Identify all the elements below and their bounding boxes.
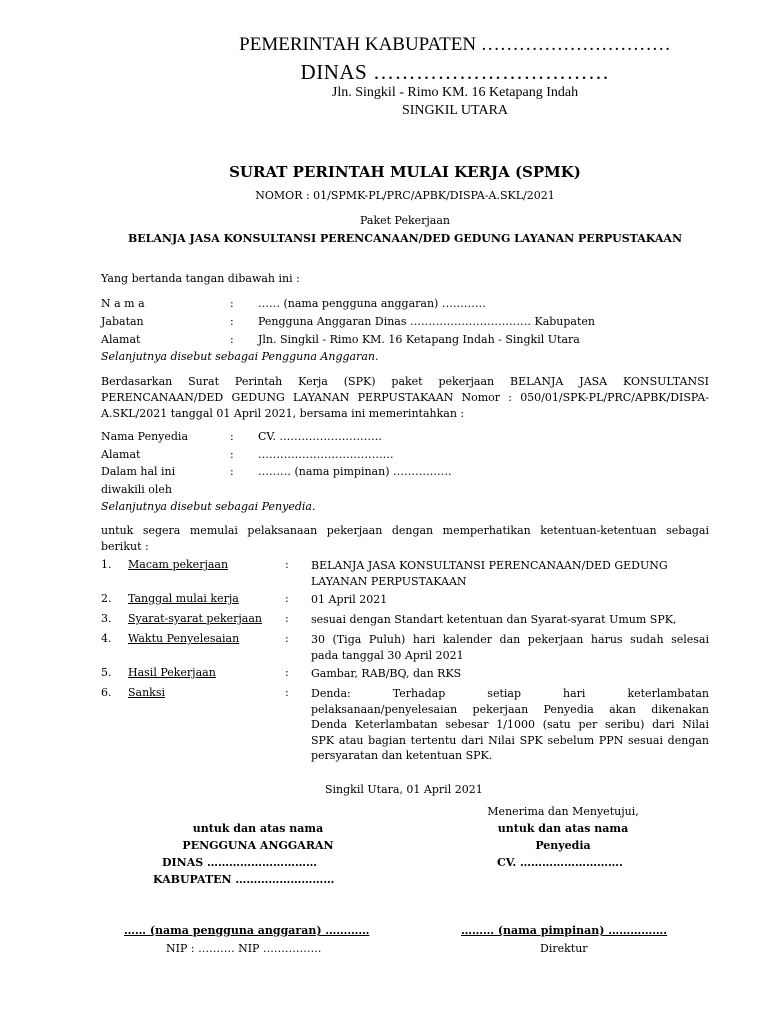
item-description-line: pelaksanaan/penyelesaian pekerjaan Penyedia akan dikenakan [311,702,709,716]
item-number: 1. [101,558,112,571]
left-sign-regency: KABUPATEN ……………………… [153,873,335,886]
signer-position-label: Jabatan [101,315,144,328]
colon: : [230,430,234,443]
signer-address-label: Alamat [101,333,141,346]
provider-name-value: CV. ………………………. [258,430,382,443]
letterhead-government: PEMERINTAH KABUPATEN ………………………… [239,34,671,55]
left-signatory-nip: NIP : ………. NIP ……………. [166,942,322,955]
item-number: 6. [101,686,112,699]
colon: : [230,297,234,310]
item-label: Sanksi [128,686,166,699]
item-description-line: Denda: Terhadap setiap hari keterlambatan [311,687,709,700]
instruction-line-2: berikut : [101,540,149,553]
item-number: 5. [101,666,112,679]
provider-address-label: Alamat [101,448,141,461]
instruction-paragraph [101,523,709,555]
item-description [311,592,709,608]
item-description-line: Denda Keterlambatan sebesar 1/1000 (satu per seribu) dari Nilai [311,718,709,731]
signer-position-value: Pengguna Anggaran Dinas …………………………… Kabupaten [258,315,596,328]
right-sign-approval: Menerima dan Menyetujui, [487,805,639,818]
item-description [311,558,709,589]
signer-address-value: Jln. Singkil - Rimo KM. 16 Ketapang Indah - Singkil Utara [258,333,580,346]
signer-intro: Yang bertanda tangan dibawah ini : [101,272,300,285]
colon: : [285,686,289,699]
provider-referred: Selanjutnya disebut sebagai Penyedia. [101,500,316,513]
place-date: Singkil Utara, 01 April 2021 [325,783,483,796]
document-title: SURAT PERINTAH MULAI KERJA (SPMK) [229,163,581,181]
item-label: Syarat-syarat pekerjaan [128,612,263,625]
item-description-line: 30 (Tiga Puluh) hari kalender dan pekerjaan harus sudah selesai [311,633,709,646]
letterhead-address: Jln. Singkil - Rimo KM. 16 Ketapang Indah [331,85,579,100]
colon: : [285,558,289,571]
item-number: 4. [101,632,112,645]
item-label: Macam pekerjaan [128,558,229,571]
basis-line-1: Berdasarkan Surat Perintah Kerja (SPK) paket pekerjaan BELANJA JASA KONSULTANSI [101,375,709,388]
left-signatory-name: …… (nama pengguna anggaran) ………… [124,924,370,937]
right-sign-on-behalf: untuk dan atas nama [497,822,629,835]
package-name: BELANJA JASA KONSULTANSI PERENCANAAN/DED GEDUNG LAYANAN PERPUSTAKAAN [127,232,683,245]
colon: : [285,632,289,645]
right-sign-party: Penyedia [535,839,591,852]
provider-name-label: Nama Penyedia [101,430,189,443]
signer-name-label: N a m a [101,297,145,310]
signer-referred: Selanjutnya disebut sebagai Pengguna Anggaran. [101,350,379,363]
package-label: Paket Pekerjaan [359,214,451,227]
item-label: Waktu Penyelesaian [128,632,240,645]
left-sign-department: DINAS ………………………… [162,856,318,869]
item-number: 2. [101,592,112,605]
item-description-line: BELANJA JASA KONSULTANSI PERENCANAAN/DED GEDUNG [311,559,668,572]
letterhead-department: DINAS …………………………… [300,60,610,84]
item-description-line: sesuai dengan Standart ketentuan dan Syarat-syarat Umum SPK, [311,613,677,626]
item-description-line: 01 April 2021 [311,593,388,606]
colon: : [230,333,234,346]
instruction-line-1: untuk segera memulai pelaksanaan pekerjaan dengan memperhatikan ketentuan-ketentuan sebagai [101,524,709,537]
item-label: Tanggal mulai kerja [128,592,239,605]
item-description-line: Gambar, RAB/BQ, dan RKS [311,667,462,680]
item-description-line: pada tanggal 30 April 2021 [311,648,464,662]
colon: : [285,666,289,679]
left-sign-on-behalf: untuk dan atas nama [192,822,324,835]
item-description [311,632,709,663]
provider-rep-value: ……… (nama pimpinan) ……………. [258,465,452,478]
letterhead-city: SINGKIL UTARA [401,103,509,118]
provider-rep-label: Dalam hal ini [101,465,176,478]
colon: : [285,592,289,605]
right-sign-company: CV. ………………………. [497,856,623,869]
signer-name-value: …… (nama pengguna anggaran) ………… [258,297,486,310]
item-description [311,666,709,682]
left-sign-party: PENGGUNA ANGGARAN [182,839,334,852]
basis-paragraph [101,374,709,422]
item-description [311,686,709,764]
item-number: 3. [101,612,112,625]
item-description [311,612,709,628]
item-description-line: persyaratan dan ketentuan SPK. [311,749,493,762]
item-description-line: SPK atau bagian tertentu dari Nilai SPK sebelum PPN sesuai dengan [311,733,709,747]
right-signatory-title: Direktur [540,942,588,955]
right-signatory-name: ……… (nama pimpinan) ……………. [461,924,668,937]
item-label: Hasil Pekerjaan [128,666,216,679]
provider-address-value: ………………………………. [258,448,394,461]
document-number: NOMOR : 01/SPMK-PL/PRC/APBK/DISPA-A.SKL/2021 [255,189,555,202]
colon: : [230,315,234,328]
colon: : [285,612,289,625]
colon: : [230,465,234,478]
provider-rep-label-2: diwakili oleh [101,483,172,496]
basis-line-2: PERENCANAAN/DED GEDUNG LAYANAN PERPUSTAKAAN Nomor : 050/01/SPK-PL/PRC/APBK/DISPA- [101,391,709,404]
colon: : [230,448,234,461]
item-description-line: LAYANAN PERPUSTAKAAN [311,574,467,588]
basis-line-3: A.SKL/2021 tanggal 01 April 2021, bersama ini memerintahkan : [101,407,465,420]
